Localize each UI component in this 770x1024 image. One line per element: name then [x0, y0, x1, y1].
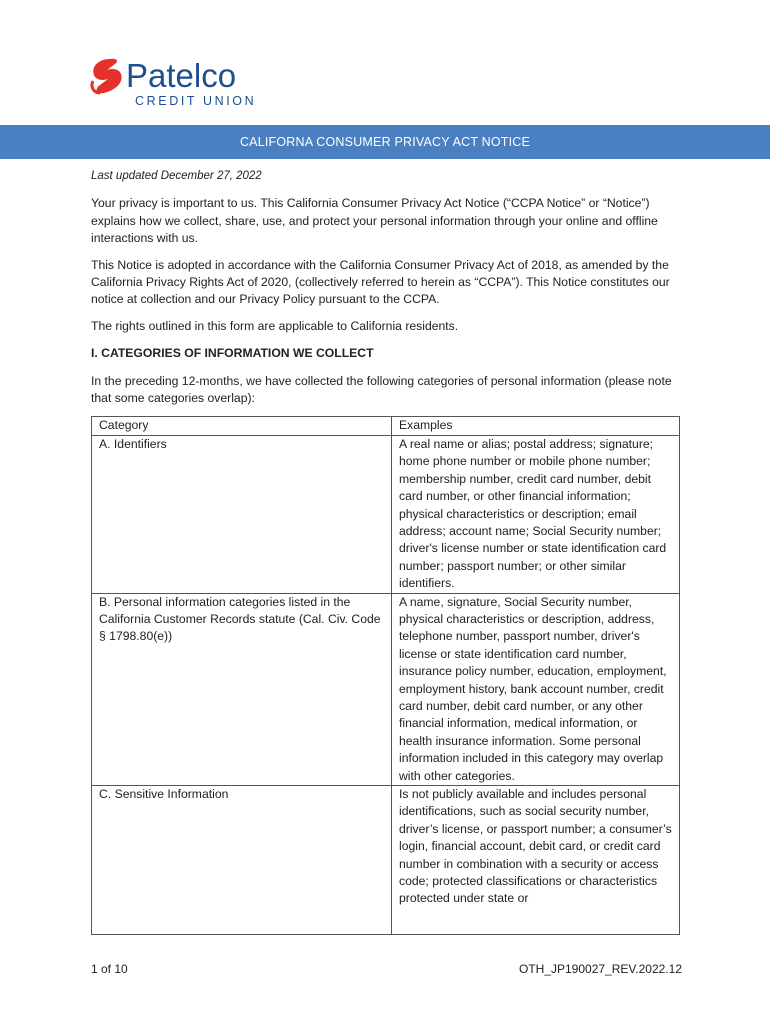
header-examples: Examples — [392, 417, 680, 435]
table-row — [92, 593, 680, 785]
examples-cell-text: Is not publicly available and includes personal identifications, such as social security number, driver’s license, or passport number; a consumer’s login, financial account, debit card, or credit card number in combination with a security or access code; protected classifications or characteristics protected under state or — [399, 787, 672, 906]
last-updated: Last updated December 27, 2022 — [91, 170, 262, 182]
logo-brand-text: Patelco — [126, 57, 237, 94]
swirl-logo-icon — [92, 59, 122, 94]
applicability-paragraph: The rights outlined in this form are applicable to California residents. — [91, 318, 459, 333]
section-intro: In the preceding 12-months, we have collected the following categories of personal information (please note that some categories overlap): — [91, 373, 672, 406]
section-heading: I. CATEGORIES OF INFORMATION WE COLLECT — [91, 346, 374, 361]
header-category: Category — [92, 417, 392, 435]
examples-cell — [392, 786, 680, 935]
categories-table — [91, 416, 680, 935]
examples-cell: A name, signature, Social Security number, physical characteristics or description, address, telephone number, passport number, driver's license or state identification card number, insurance policy number, education, employment, employment history, bank account number, credit card number, debit card number, or any other financial information, medical information, or health insurance information. Some personal information included in this category may overlap with other categories. — [392, 593, 680, 785]
category-cell: A. Identifiers — [92, 435, 392, 593]
intro-paragraph: Your privacy is important to us. This California Consumer Privacy Act Notice (“CCPA Notice” or “Notice”) explains how we collect, share, use, and protect your personal information through your online and offline interactions with us. — [91, 196, 658, 246]
table-row — [92, 435, 680, 593]
patelco-logo — [88, 55, 298, 110]
category-cell: C. Sensitive Information — [92, 786, 392, 935]
logo-sub-text: CREDIT UNION — [135, 94, 257, 108]
examples-cell: A real name or alias; postal address; signature; home phone number or mobile phone number; membership number, credit card number, debit card number, or other financial information; physical characteristics or description; email address; account name; Social Security number; driver's license number or state identification card number; passport number; or other similar identifiers. — [392, 435, 680, 593]
table-header-row — [92, 417, 680, 435]
category-cell: B. Personal information categories listed in the California Customer Records statute (Cal. Civ. Code § 1798.80(e)) — [92, 593, 392, 785]
notice-title-banner: CALIFORNA CONSUMER PRIVACY ACT NOTICE — [0, 125, 770, 159]
document-id: OTH_JP190027_REV.2022.12 — [518, 962, 682, 976]
table-row — [92, 786, 680, 935]
document-body — [91, 168, 683, 935]
page-number: 1 of 10 — [91, 962, 128, 976]
adoption-paragraph: This Notice is adopted in accordance with the California Consumer Privacy Act of 2018, as amended by the California Privacy Rights Act of 2020, (collectively referred to herein as “CCPA”). This Notice constitutes our notice at collection and our Privacy Policy pursuant to the CCPA. — [91, 257, 670, 307]
